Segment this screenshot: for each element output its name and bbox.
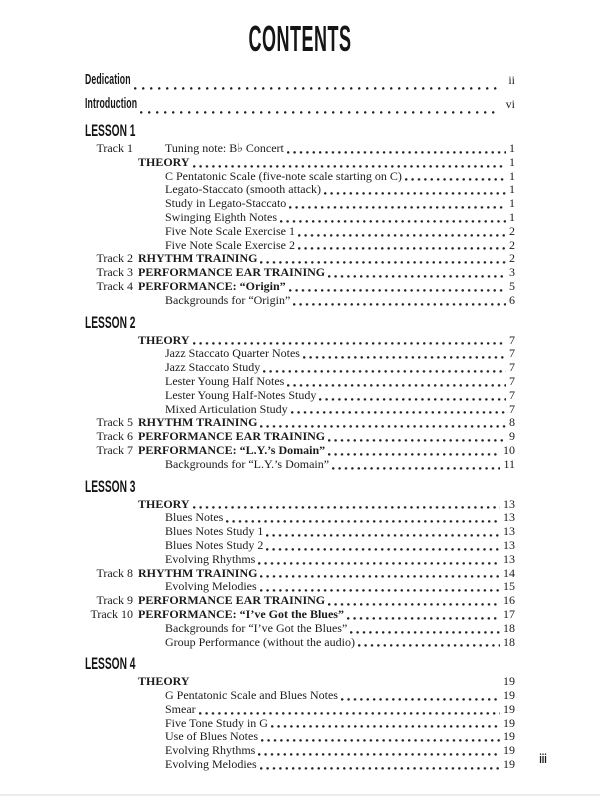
- entry-title: THEORY: [138, 496, 190, 511]
- track-label: Track 6: [96, 429, 133, 444]
- toc-entry: [85, 239, 515, 253]
- entry-page-number: 14: [503, 565, 515, 580]
- dot-leader: [298, 247, 506, 250]
- dot-leader: [287, 151, 506, 154]
- entry-page-number: 11: [503, 456, 515, 471]
- entry-title: RHYTHM TRAINING: [138, 251, 258, 266]
- toc-entry: [85, 334, 515, 348]
- folio-page-number: iii: [539, 751, 547, 766]
- entry-title: Evolving Rhythms: [165, 743, 256, 758]
- entry-title: THEORY: [138, 154, 190, 169]
- toc-entry: [85, 553, 515, 567]
- lesson-entries: [85, 498, 515, 650]
- track-label: Track 5: [96, 415, 133, 430]
- entry-page-number: 13: [503, 510, 515, 525]
- toc-entry: [85, 525, 515, 539]
- entry-page-number: vi: [505, 97, 515, 111]
- toc-entry: [85, 539, 515, 553]
- dot-leader: [193, 342, 506, 345]
- entry-title: Jazz Staccato Quarter Notes: [165, 346, 300, 361]
- toc-entry: [85, 608, 515, 622]
- entry-page-number: 13: [503, 537, 515, 552]
- track-label: Track 1: [96, 141, 133, 155]
- toc-entry: [85, 416, 515, 430]
- toc-entry: [85, 347, 515, 361]
- entry-title: RHYTHM TRAINING: [138, 565, 258, 580]
- entry-page-number: 2: [509, 237, 515, 252]
- entry-page-number: 19: [503, 715, 515, 730]
- toc-entry: [85, 636, 515, 650]
- lesson-heading-row: [85, 123, 515, 139]
- entry-title: C Pentatonic Scale (five-note scale starting on C): [165, 168, 402, 183]
- dot-leader: [289, 206, 506, 209]
- entry-page-number: 7: [509, 360, 515, 375]
- page-bottom-edge: [0, 794, 600, 796]
- page-header: [0, 0, 600, 60]
- entry-title: Swinging Eighth Notes: [165, 209, 278, 224]
- entry-page-number: 18: [503, 634, 515, 649]
- toc-entry: [85, 375, 515, 389]
- entry-title: Blues Notes Study 1: [165, 524, 264, 539]
- entry-page-number: 7: [509, 387, 515, 402]
- entry-page-number: 19: [503, 729, 515, 744]
- entry-title: THEORY: [138, 674, 190, 689]
- entry-page-number: 3: [509, 265, 515, 280]
- toc-entry: [85, 280, 515, 294]
- lesson-heading-row: [85, 312, 515, 332]
- dot-leader: [293, 303, 506, 306]
- entry-page-number: 8: [509, 415, 515, 430]
- toc-entry: [85, 498, 515, 512]
- entry-page-number: 1: [509, 168, 515, 183]
- toc-entry: [85, 156, 515, 170]
- dot-leader: [134, 87, 499, 90]
- dot-leader: [289, 289, 506, 292]
- dot-leader: [298, 234, 506, 237]
- lesson-section: [85, 123, 515, 308]
- dot-leader: [271, 725, 500, 728]
- lesson-section: [85, 656, 515, 772]
- lesson-entries: [85, 675, 515, 772]
- entry-title-wrap: [85, 92, 137, 116]
- entry-title: Evolving Melodies: [165, 579, 257, 594]
- toc-entry: [85, 170, 515, 184]
- track-label: Track 7: [96, 442, 133, 457]
- dot-leader: [341, 698, 500, 701]
- dot-leader: [226, 520, 500, 523]
- entry-page-number: 7: [509, 373, 515, 388]
- toc-entry: [85, 225, 515, 239]
- entry-page-number: 9: [509, 429, 515, 444]
- entry-page-number: 19: [503, 674, 515, 689]
- entry-title: Blues Notes Study 2: [165, 537, 264, 552]
- entry-title: PERFORMANCE EAR TRAINING: [138, 593, 326, 608]
- toc-entry: [85, 567, 515, 581]
- entry-title: Study in Legato-Staccato: [165, 196, 287, 211]
- entry-title: PERFORMANCE: “L.Y.’s Domain”: [138, 442, 326, 457]
- entry-title: Lester Young Half Notes: [165, 373, 285, 388]
- dot-leader: [291, 411, 506, 414]
- entry-title: Legato-Staccato (smooth attack): [165, 182, 321, 197]
- dot-leader: [263, 370, 506, 373]
- dot-leader: [258, 753, 500, 756]
- entry-title: PERFORMANCE: “Origin”: [138, 278, 286, 293]
- dot-leader: [266, 534, 500, 537]
- track-label: Track 4: [96, 278, 133, 293]
- dot-leader: [260, 425, 506, 428]
- entry-title: Group Performance (without the audio): [165, 634, 355, 649]
- lesson-heading: LESSON 2: [85, 312, 136, 332]
- dot-leader: [332, 467, 500, 470]
- toc-entry: [85, 403, 515, 417]
- entry-page-number: 13: [503, 496, 515, 511]
- lesson-section: [85, 476, 515, 650]
- entry-page-number: 10: [503, 442, 515, 457]
- toc-entry: [85, 703, 515, 717]
- entry-page-number: 1: [509, 196, 515, 211]
- entry-title: Mixed Articulation Study: [165, 401, 288, 416]
- entry-page-number: 7: [509, 332, 515, 347]
- toc-entry: [85, 758, 515, 772]
- entry-title: Blues Notes: [165, 510, 224, 525]
- dot-leader: [258, 562, 500, 565]
- toc-entry: [85, 183, 515, 197]
- toc-entry: [85, 689, 515, 703]
- track-label: Track 8: [96, 565, 133, 580]
- entry-title: Five Note Scale Exercise 1: [165, 223, 295, 238]
- toc-entry: [85, 675, 515, 689]
- entry-page-number: 18: [503, 620, 515, 635]
- entry-page-number: 7: [509, 401, 515, 416]
- toc-entry: [85, 622, 515, 636]
- toc-entry: [85, 142, 515, 156]
- toc-entry: [85, 717, 515, 731]
- entry-title: Tuning note: B♭ Concert: [165, 141, 284, 155]
- toc-entry: [85, 511, 515, 525]
- entry-page-number: 15: [503, 579, 515, 594]
- entry-page-number: 19: [503, 688, 515, 703]
- entry-page-number: 2: [509, 251, 515, 266]
- entry-title: Five Tone Study in G: [165, 715, 268, 730]
- entry-page-number: 13: [503, 551, 515, 566]
- dot-leader: [193, 506, 500, 509]
- entry-title: Smear: [165, 701, 196, 716]
- entry-page-number: 1: [509, 141, 515, 155]
- toc-entry: [85, 266, 515, 280]
- entry-page-number: 6: [509, 292, 515, 307]
- entry-title: PERFORMANCE: “I’ve Got the Blues”: [138, 606, 344, 621]
- lesson-section: [85, 312, 515, 472]
- dot-leader: [260, 261, 506, 264]
- page-title: CONTENTS: [248, 18, 352, 59]
- toc-entry: [85, 458, 515, 472]
- dot-leader: [261, 739, 500, 742]
- lesson-heading-row: [85, 656, 515, 672]
- dot-leader: [319, 398, 506, 401]
- toc-entry: [85, 580, 515, 594]
- dot-leader: [303, 356, 506, 359]
- entry-title: PERFORMANCE EAR TRAINING: [138, 265, 326, 280]
- dot-leader: [328, 603, 500, 606]
- lesson-entries: [85, 334, 515, 472]
- track-label: Track 3: [96, 265, 133, 280]
- entry-title: THEORY: [138, 332, 190, 347]
- entry-title: G Pentatonic Scale and Blues Notes: [165, 688, 338, 703]
- entry-page-number: 19: [503, 743, 515, 758]
- front-matter-entry: [85, 92, 515, 116]
- dot-leader: [260, 575, 500, 578]
- dot-leader: [260, 767, 500, 770]
- entry-title: PERFORMANCE EAR TRAINING: [138, 429, 326, 444]
- toc-entry: [85, 744, 515, 758]
- track-label: Track 2: [96, 251, 133, 266]
- lesson-entries: [85, 142, 515, 308]
- toc-entry: [85, 730, 515, 744]
- dot-leader: [347, 617, 500, 620]
- entry-title: Use of Blues Notes: [165, 729, 258, 744]
- entry-title: Dedication: [85, 71, 131, 88]
- entry-title: Evolving Rhythms: [165, 551, 256, 566]
- track-label: Track 10: [90, 606, 133, 621]
- entry-page-number: 7: [509, 346, 515, 361]
- entry-page-number: 2: [509, 223, 515, 238]
- entry-page-number: ii: [508, 73, 515, 87]
- entry-page-number: 13: [503, 524, 515, 539]
- entry-page-number: 1: [509, 154, 515, 169]
- lesson-heading: LESSON 3: [85, 476, 136, 496]
- lessons-list: [85, 123, 515, 772]
- dot-leader: [328, 275, 506, 278]
- front-matter-list: [85, 68, 515, 116]
- track-label: Track 9: [96, 593, 133, 608]
- toc-entry: [85, 197, 515, 211]
- dot-leader: [358, 644, 500, 647]
- lesson-heading: LESSON 4: [85, 654, 136, 674]
- entry-title: Introduction: [85, 95, 138, 112]
- toc-entry: [85, 294, 515, 308]
- dot-leader: [350, 631, 500, 634]
- front-matter-entry: [85, 68, 515, 92]
- dot-leader: [328, 453, 500, 456]
- toc-entry: [85, 594, 515, 608]
- dot-leader: [193, 165, 506, 168]
- entry-title: Evolving Melodies: [165, 757, 257, 772]
- entry-title: Jazz Staccato Study: [165, 360, 261, 375]
- entry-title-wrap: [85, 68, 131, 92]
- dot-leader: [405, 178, 506, 181]
- dot-leader: [280, 220, 506, 223]
- entry-page-number: 19: [503, 701, 515, 716]
- entry-page-number: 19: [503, 757, 515, 772]
- toc-entry: [85, 211, 515, 225]
- lesson-heading: LESSON 1: [85, 121, 136, 140]
- entry-page-number: 5: [509, 278, 515, 293]
- toc-entry: [85, 389, 515, 403]
- dot-leader: [287, 384, 506, 387]
- dot-leader: [328, 439, 506, 442]
- entry-title: Backgrounds for “L.Y.’s Domain”: [165, 456, 330, 471]
- entry-page-number: 1: [509, 182, 515, 197]
- entry-page-number: 1: [509, 209, 515, 224]
- entry-title: Backgrounds for “Origin”: [165, 292, 291, 307]
- entry-page-number: 16: [503, 593, 515, 608]
- dot-leader: [193, 684, 500, 687]
- lesson-heading-row: [85, 476, 515, 496]
- toc-entry: [85, 430, 515, 444]
- dot-leader: [199, 712, 500, 715]
- entry-page-number: 17: [503, 606, 515, 621]
- entry-title: RHYTHM TRAINING: [138, 415, 258, 430]
- dot-leader: [260, 589, 500, 592]
- toc-entry: [85, 444, 515, 458]
- dot-leader: [140, 111, 496, 114]
- entry-title: Lester Young Half-Notes Study: [165, 387, 317, 402]
- toc-entry: [85, 361, 515, 375]
- entry-title: Five Note Scale Exercise 2: [165, 237, 295, 252]
- dot-leader: [324, 192, 506, 195]
- entry-title: Backgrounds for “I’ve Got the Blues”: [165, 620, 348, 635]
- dot-leader: [266, 548, 500, 551]
- toc-entry: [85, 252, 515, 266]
